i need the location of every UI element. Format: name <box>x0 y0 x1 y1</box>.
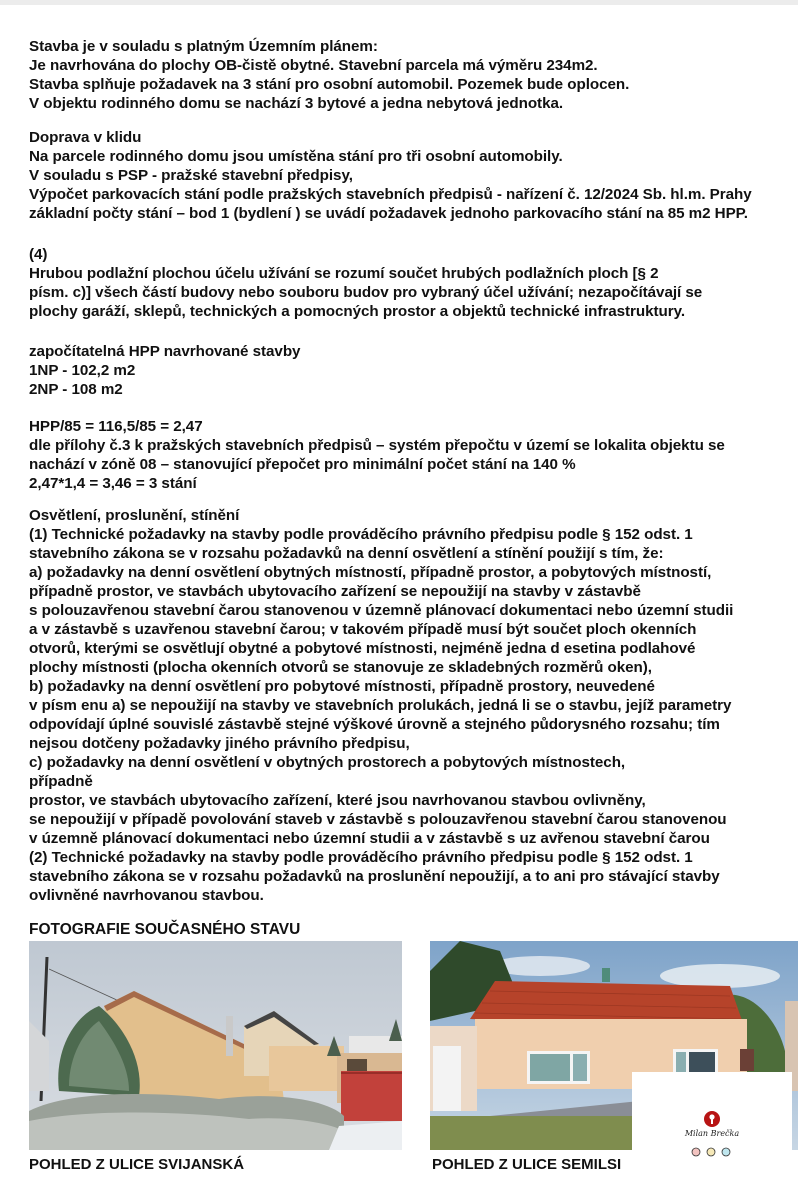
text-line: případně prostor, ve stavbách ubytovacího zařízení se nepoužijí na stavby v zástavbě <box>29 583 641 600</box>
text-line: 2,47*1,4 = 3,46 = 3 stání <box>29 475 197 492</box>
text-line: nachází v zóně 08 – stanovující přepočet pro minimální počet stání na 140 % <box>29 456 576 473</box>
text-line: ovlivněné navrhovanou stavbou. <box>29 887 264 904</box>
text-line: případně <box>29 773 93 790</box>
text-line: dle přílohy č.3 k pražských stavebních předpisů – systém přepočtu v území se lokalita objektu se <box>29 437 725 454</box>
text-line: stavebního zákona se v rozsahu požadavků na proslunění nepoužijí, a to ani pro stávající stavby <box>29 868 720 885</box>
text-line: prostor, ve stavbách ubytovacího zařízení, které jsou navrhovanou stavbou ovlivněny, <box>29 792 646 809</box>
text-line: 1NP - 102,2 m2 <box>29 362 136 379</box>
section-vypocet <box>29 417 725 493</box>
text-line: s polouzavřenou stavební čarou stanovenou v územně plánovací dokumentaci nebo územní studii <box>29 602 734 619</box>
text-line: (1) Technické požadavky na stavby podle prováděcího právního předpisu podle § 152 odst. 1 <box>29 526 693 543</box>
top-bar <box>0 0 798 5</box>
section-heading: Stavba je v souladu s platným Územním plánem: <box>29 38 378 55</box>
text-line: Stavba splňuje požadavek na 3 stání pro osobní automobil. Pozemek bude oplocen. <box>29 76 630 93</box>
logo-box <box>632 1072 792 1160</box>
text-line: Hrubou podlažní plochou účelu užívání se rozumí součet hrubých podlažních ploch [§ 2 <box>29 265 659 282</box>
text-line: plochy místnosti (plocha okenních otvorů se stanovuje ze skladebných rozměrů oken), <box>29 659 652 676</box>
text-line: HPP/85 = 116,5/85 = 2,47 <box>29 418 203 435</box>
text-line: c) požadavky na denní osvětlení v obytných prostorech a pobytových místnostech, <box>29 754 626 771</box>
text-line: (4) <box>29 246 48 263</box>
text-line: se nepoužijí v případě povolování staveb v zástavbě s polouzavřenou stavební čarou stanovenou <box>29 811 727 828</box>
section-hpp-definice <box>29 245 702 321</box>
photos-heading: FOTOGRAFIE SOUČASNÉHO STAVU <box>29 921 301 938</box>
text-line: plochy garáží, sklepů, technických a pomocných prostor a objektů technické infrastruktury. <box>29 303 686 320</box>
text-line: v územně plánovací dokumentaci nebo územní studii a v zástavbě s uz avřenou stavební čarou <box>29 830 710 847</box>
logo-name: Milan Brečka <box>684 1129 740 1138</box>
section-uzemni-plan <box>29 37 629 113</box>
text-line: otvorů, kterými se osvětlují obytné a pobytové místnosti, nejméně jedna d esetina podlahové <box>29 640 696 657</box>
keyhole-logo-icon <box>632 1072 792 1160</box>
caption-semilska: POHLED Z ULICE SEMILSI <box>432 1156 622 1173</box>
photo-svijanska <box>29 941 402 1150</box>
text-line: započítatelná HPP navrhované stavby <box>29 343 301 360</box>
section-heading: Doprava v klidu <box>29 129 142 146</box>
text-line: odpovídají úplné souvislé zástavbě stejné výškové úrovně a stejného půdorysného rozsahu; tím <box>29 716 720 733</box>
text-line: Je navrhována do plochy OB-čistě obytné. Stavební parcela má výměru 234m2. <box>29 57 598 74</box>
text-line: v písm enu a) se nepoužijí na stavby ve stavebních prolukách, jedná li se o stavbu, jejíž parametry <box>29 697 732 714</box>
text-line: a v zástavbě s uzavřenou stavební čarou; v takovém případě musí být součet ploch okenních <box>29 621 697 638</box>
text-line: 2NP - 108 m2 <box>29 381 123 398</box>
text-line: b) požadavky na denní osvětlení pro pobytové místnosti, případně prostory, neuvedené <box>29 678 655 695</box>
text-line: nejsou dotčeny požadavky jiného právního předpisu, <box>29 735 410 752</box>
text-line: Výpočet parkovacích stání podle pražských stavebních předpisů - nařízení č. 12/2024 Sb. hl.m. Prahy <box>29 186 752 203</box>
section-osvetleni <box>29 506 733 905</box>
caption-svijanska: POHLED Z ULICE SVIJANSKÁ <box>29 1156 245 1173</box>
section-heading: Osvětlení, proslunění, stínění <box>29 507 240 524</box>
text-line: (2) Technické požadavky na stavby podle prováděcího právního předpisu podle § 152 odst. 1 <box>29 849 693 866</box>
text-line: a) požadavky na denní osvětlení obytných místností, případně prostor, a pobytových místností, <box>29 564 712 581</box>
text-line: písm. c)] všech částí budovy nebo souboru budov pro vybraný účel užívání; nezapočítávají se <box>29 284 703 301</box>
section-doprava <box>29 128 752 223</box>
text-line: V objektu rodinného domu se nachází 3 bytové a jedna nebytová jednotka. <box>29 95 564 112</box>
text-line: stavebního zákona se v rozsahu požadavků na denní osvětlení a stínění použijí s tím, že: <box>29 545 664 562</box>
text-line: základní počty stání – bod 1 (bydlení ) se uvádí požadavek jednoho parkovacího stání na 85 m2 HPP. <box>29 205 748 222</box>
text-line: Na parcele rodinného domu jsou umístěna stání pro tři osobní automobily. <box>29 148 563 165</box>
section-hpp-plochy <box>29 342 300 399</box>
text-line: V souladu s PSP - pražské stavební předpisy, <box>29 167 353 184</box>
photo-svijanska-image <box>29 941 402 1150</box>
